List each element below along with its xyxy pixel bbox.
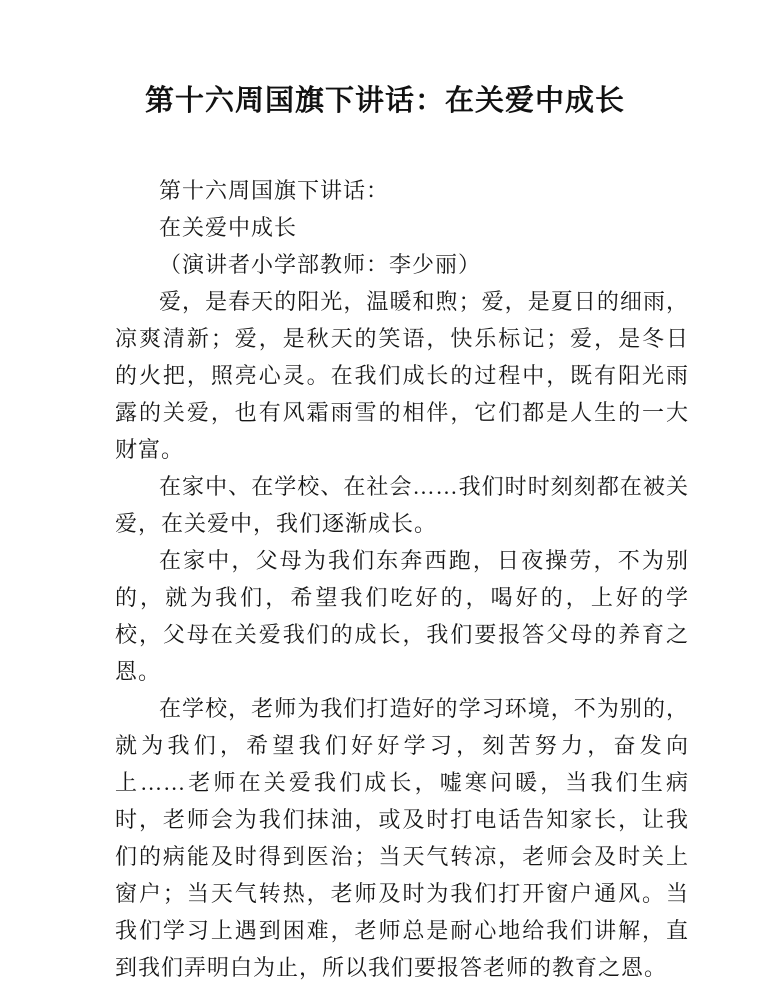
document-body [115,172,689,986]
document-title: 第十六周国旗下讲话：在关爱中成长 [144,85,625,117]
paragraph-heading-line: 第十六周国旗下讲话： [159,178,390,203]
paragraph-everywhere-care: 在家中、在学校、在社会……我们时时刻刻都在被关爱，在关爱中，我们逐渐成长。 [115,474,689,536]
paragraph-subtitle-line: 在关爱中成长 [159,215,298,240]
paragraph-family-care: 在家中，父母为我们东奔西跑，日夜操劳，不为别的，就为我们，希望我们吃好的，喝好的，上好的学校，父母在关爱我们的成长，我们要报答父母的养育之恩。 [115,548,689,684]
paragraph-love-intro: 爱，是春天的阳光，温暖和煦；爱，是夏日的细雨，凉爽清新；爱，是秋天的笑语，快乐标记；爱，是冬日的火把，照亮心灵。在我们成长的过程中，既有阳光雨露的关爱，也有风霜雨雪的相伴，它们都是人生的一大财富。 [115,289,689,462]
paragraph-speaker-line: （演讲者小学部教师：李少丽） [159,252,482,277]
paragraph-school-care: 在学校，老师为我们打造好的学习环境，不为别的，就为我们，希望我们好好学习，刻苦努力，奋发向上……老师在关爱我们成长，嘘寒问暖，当我们生病时，老师会为我们抹油，或及时打电话告知家长，让我们的病能及时得到医治；当天气转凉，老师会及时关上窗户；当天气转热，老师及时为我们打开窗户通风。当我们学习上遇到困难，老师总是耐心地给我们讲解，直到我们弄明白为止，所以我们要报答老师的教育之恩。 [115,696,689,980]
